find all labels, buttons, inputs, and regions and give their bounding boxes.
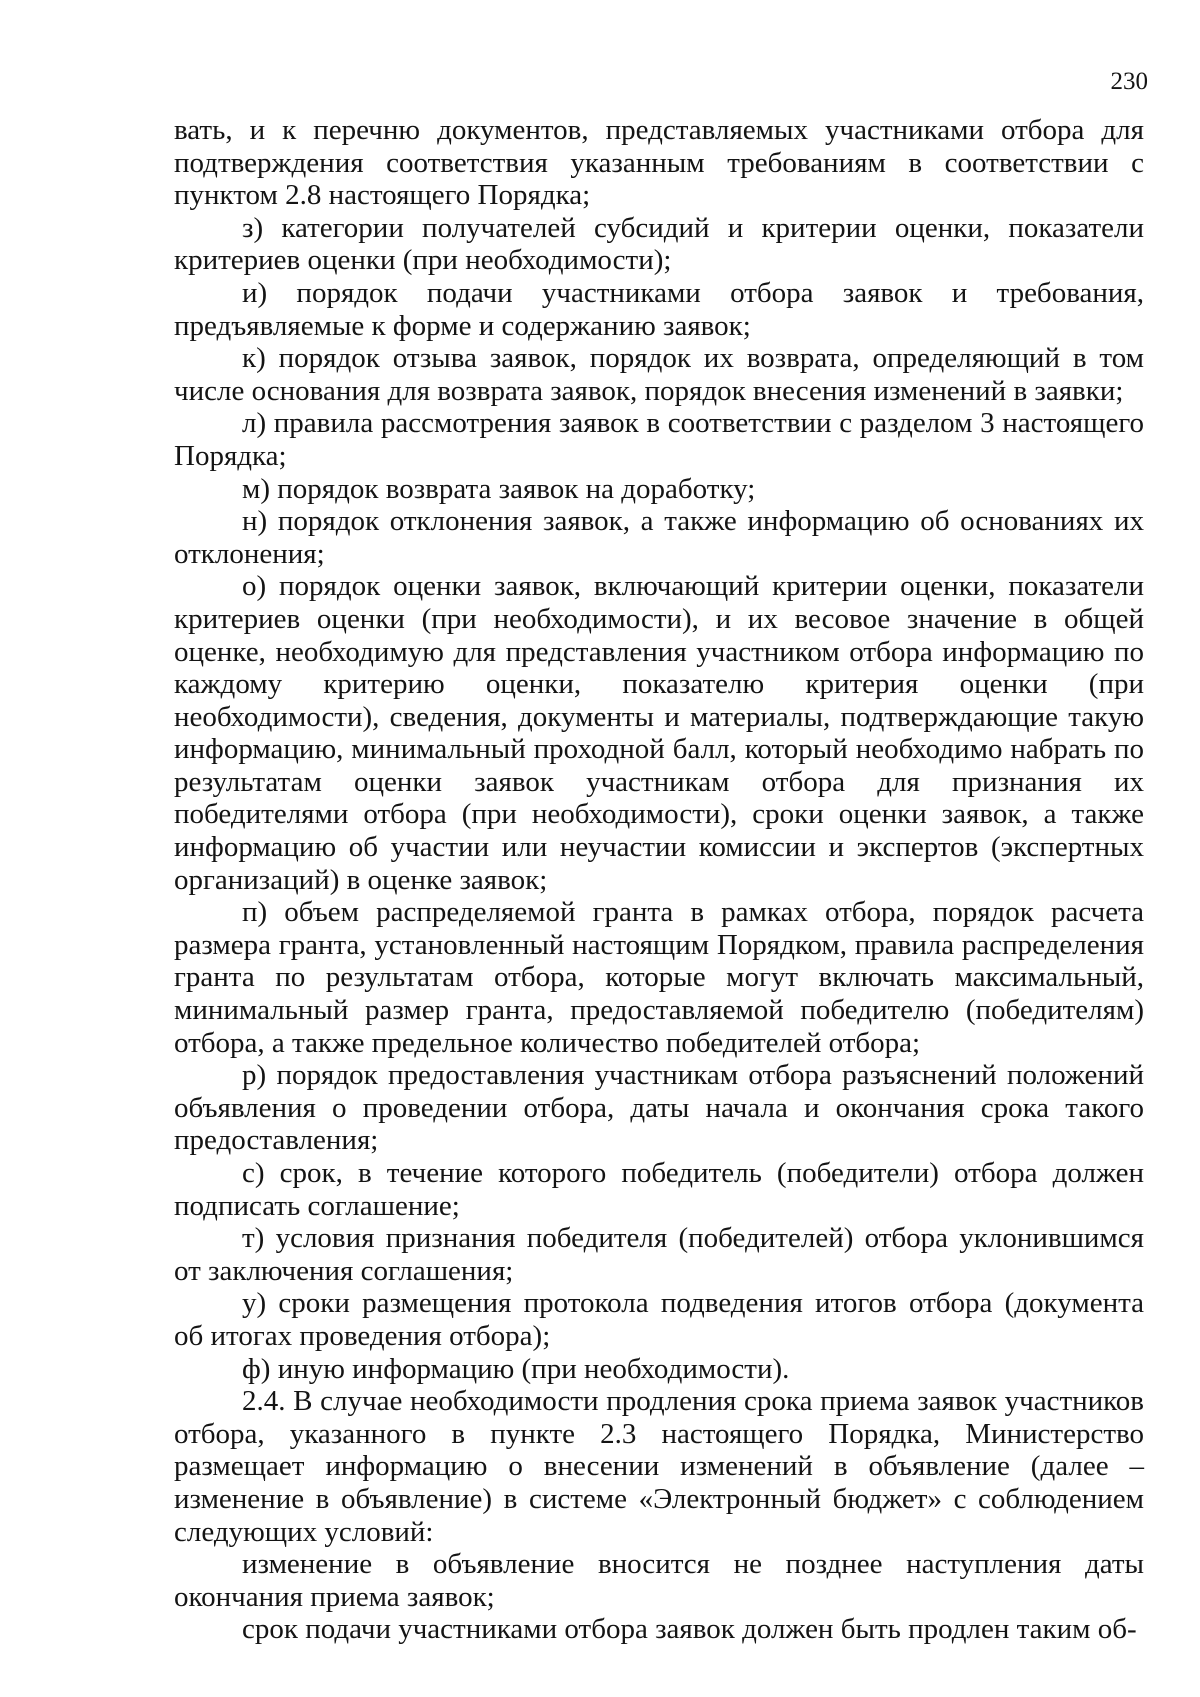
list-item-m: м) порядок возврата заявок на доработку; [242, 472, 756, 505]
body-text [174, 114, 1144, 1646]
page-number: 230 [1110, 68, 1148, 95]
condition-paragraph: срок подачи участниками отбора заявок должен быть продлен таким об- [242, 1613, 1137, 1646]
list-item-n: н) порядок отклонения заявок, а также информацию об основаниях их отклонения; [174, 505, 1144, 570]
section-2-4-paragraph: 2.4. В случае необходимости продления срока приема заявок участников отбора, указанного в пункте 2.3 настоящего Порядка, Министерство размещает информацию о внесении изменений в объявление (далее – изменение в объявление) в системе «Электронный бюджет» с соблюдением следующих условий: [174, 1385, 1144, 1548]
list-item-t: т) условия признания победителя (победителей) отбора уклонившимся от заключения соглашения; [174, 1222, 1144, 1287]
list-item-k: к) порядок отзыва заявок, порядок их возврата, определяющий в том числе основания для возврата заявок, порядок внесения изменений в заявки; [174, 342, 1144, 407]
list-item-r: р) порядок предоставления участникам отбора разъяснений положений объявления о проведении отбора, даты начала и окончания срока такого предоставления; [174, 1059, 1144, 1157]
list-item-s: с) срок, в течение которого победитель (победители) отбора должен подписать соглашение; [174, 1157, 1144, 1222]
paragraph-continuation: вать, и к перечню документов, представляемых участниками отбора для подтверждения соответствия указанным требованиям в соответствии с пунктом 2.8 настоящего Порядка; [174, 114, 1144, 212]
list-item-z: з) категории получателей субсидий и критерии оценки, показатели критериев оценки (при необходимости); [174, 211, 1144, 277]
list-item-i: и) порядок подачи участниками отбора заявок и требования, предъявляемые к форме и содержанию заявок; [174, 276, 1144, 342]
condition-paragraph: изменение в объявление вносится не позднее наступления даты окончания приема заявок; [174, 1548, 1144, 1613]
list-item-f: ф) иную информацию (при необходимости). [242, 1352, 790, 1385]
list-item-o: о) порядок оценки заявок, включающий критерии оценки, показатели критериев оценки (при необходимости), и их весовое значение в общей оценке, необходимую для представления участником отбора информацию по каждому критерию оценки, показателю критерия оценки (при необходимости), сведения, документы и материалы, подтверждающие такую информацию, минимальный проходной балл, который необходимо набрать по результатам оценки заявок участникам отбора для признания их победителями отбора (при необходимости), сроки оценки заявок, а также информацию об участии или неучастии комиссии и экспертов (экспертных организаций) в оценке заявок; [174, 570, 1144, 896]
list-item-p: п) объем распределяемой гранта в рамках отбора, порядок расчета размера гранта, установленный настоящим Порядком, правила распределения гранта по результатам отбора, которые могут включать максимальный, минимальный размер гранта, предоставляемой победителю (победителям) отбора, а также предельное количество победителей отбора; [174, 896, 1144, 1059]
list-item-l: л) правила рассмотрения заявок в соответствии с разделом 3 настоящего Порядка; [174, 407, 1144, 472]
list-item-u: у) сроки размещения протокола подведения итогов отбора (документа об итогах проведения отбора); [174, 1287, 1144, 1352]
